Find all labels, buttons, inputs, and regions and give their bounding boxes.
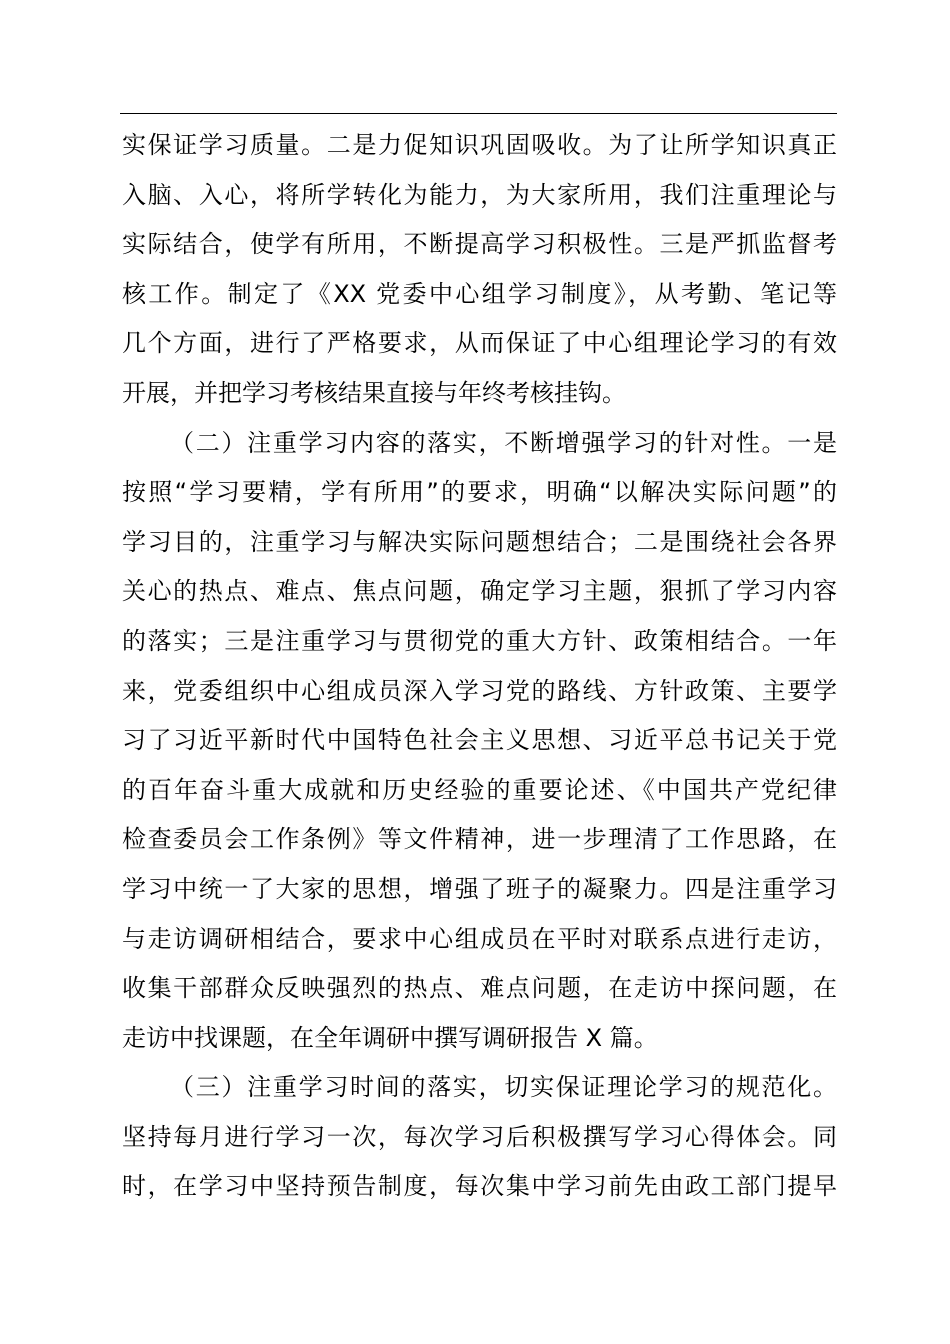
paragraph-2-heading-line: （二）注重学习内容的落实，不断增强学习的针对性。一是 <box>170 428 837 457</box>
text-line-10: 关心的热点、难点、焦点问题，确定学习主题，狠抓了学习内容 <box>122 577 837 606</box>
text-line-3: 实际结合，使学有所用，不断提高学习积极性。三是严抓监督考 <box>122 230 837 259</box>
text-line-2: 入脑、入心，将所学转化为能力，为大家所用，我们注重理论与 <box>122 180 837 209</box>
text-line-5: 几个方面，进行了严格要求，从而保证了中心组理论学习的有效 <box>122 329 837 358</box>
text-line-1: 实保证学习质量。二是力促知识巩固吸收。为了让所学知识真正 <box>122 131 837 159</box>
body-text <box>122 121 837 1212</box>
text-line-19: 走访中找课题，在全年调研中撰写调研报告 X 篇。 <box>122 1023 658 1052</box>
text-line-22: 时，在学习中坚持预告制度，每次集中学习前先由政工部门提早 <box>122 1172 837 1201</box>
header-rule <box>120 113 837 114</box>
text-line-12: 来，党委组织中心组成员深入学习党的路线、方针政策、主要学 <box>122 676 837 705</box>
text-line-15: 检查委员会工作条例》等文件精神，进一步理清了工作思路，在 <box>122 825 837 854</box>
text-line-8: 按照“学习要精，学有所用”的要求，明确“以解决实际问题”的 <box>122 478 837 507</box>
text-line-9: 学习目的，注重学习与解决实际问题想结合；二是围绕社会各界 <box>122 527 837 556</box>
text-line-6: 开展，并把学习考核结果直接与年终考核挂钩。 <box>122 378 626 407</box>
text-line-13: 习了习近平新时代中国特色社会主义思想、习近平总书记关于党 <box>122 726 837 755</box>
text-line-11: 的落实；三是注重学习与贯彻党的重大方针、政策相结合。一年 <box>122 626 837 655</box>
text-line-18: 收集干部群众反映强烈的热点、难点问题，在走访中探问题，在 <box>122 974 837 1003</box>
text-line-16: 学习中统一了大家的思想，增强了班子的凝聚力。四是注重学习 <box>122 874 837 903</box>
text-line-17: 与走访调研相结合，要求中心组成员在平时对联系点进行走访， <box>122 924 837 953</box>
text-line-4: 核工作。制定了《XX 党委中心组学习制度》，从考勤、笔记等 <box>122 279 837 308</box>
paragraph-3-heading-line: （三）注重学习时间的落实，切实保证理论学习的规范化。 <box>170 1073 837 1102</box>
text-line-21: 坚持每月进行学习一次，每次学习后积极撰写学习心得体会。同 <box>122 1122 837 1151</box>
text-line-14: 的百年奋斗重大成就和历史经验的重要论述、《中国共产党纪律 <box>122 775 837 804</box>
